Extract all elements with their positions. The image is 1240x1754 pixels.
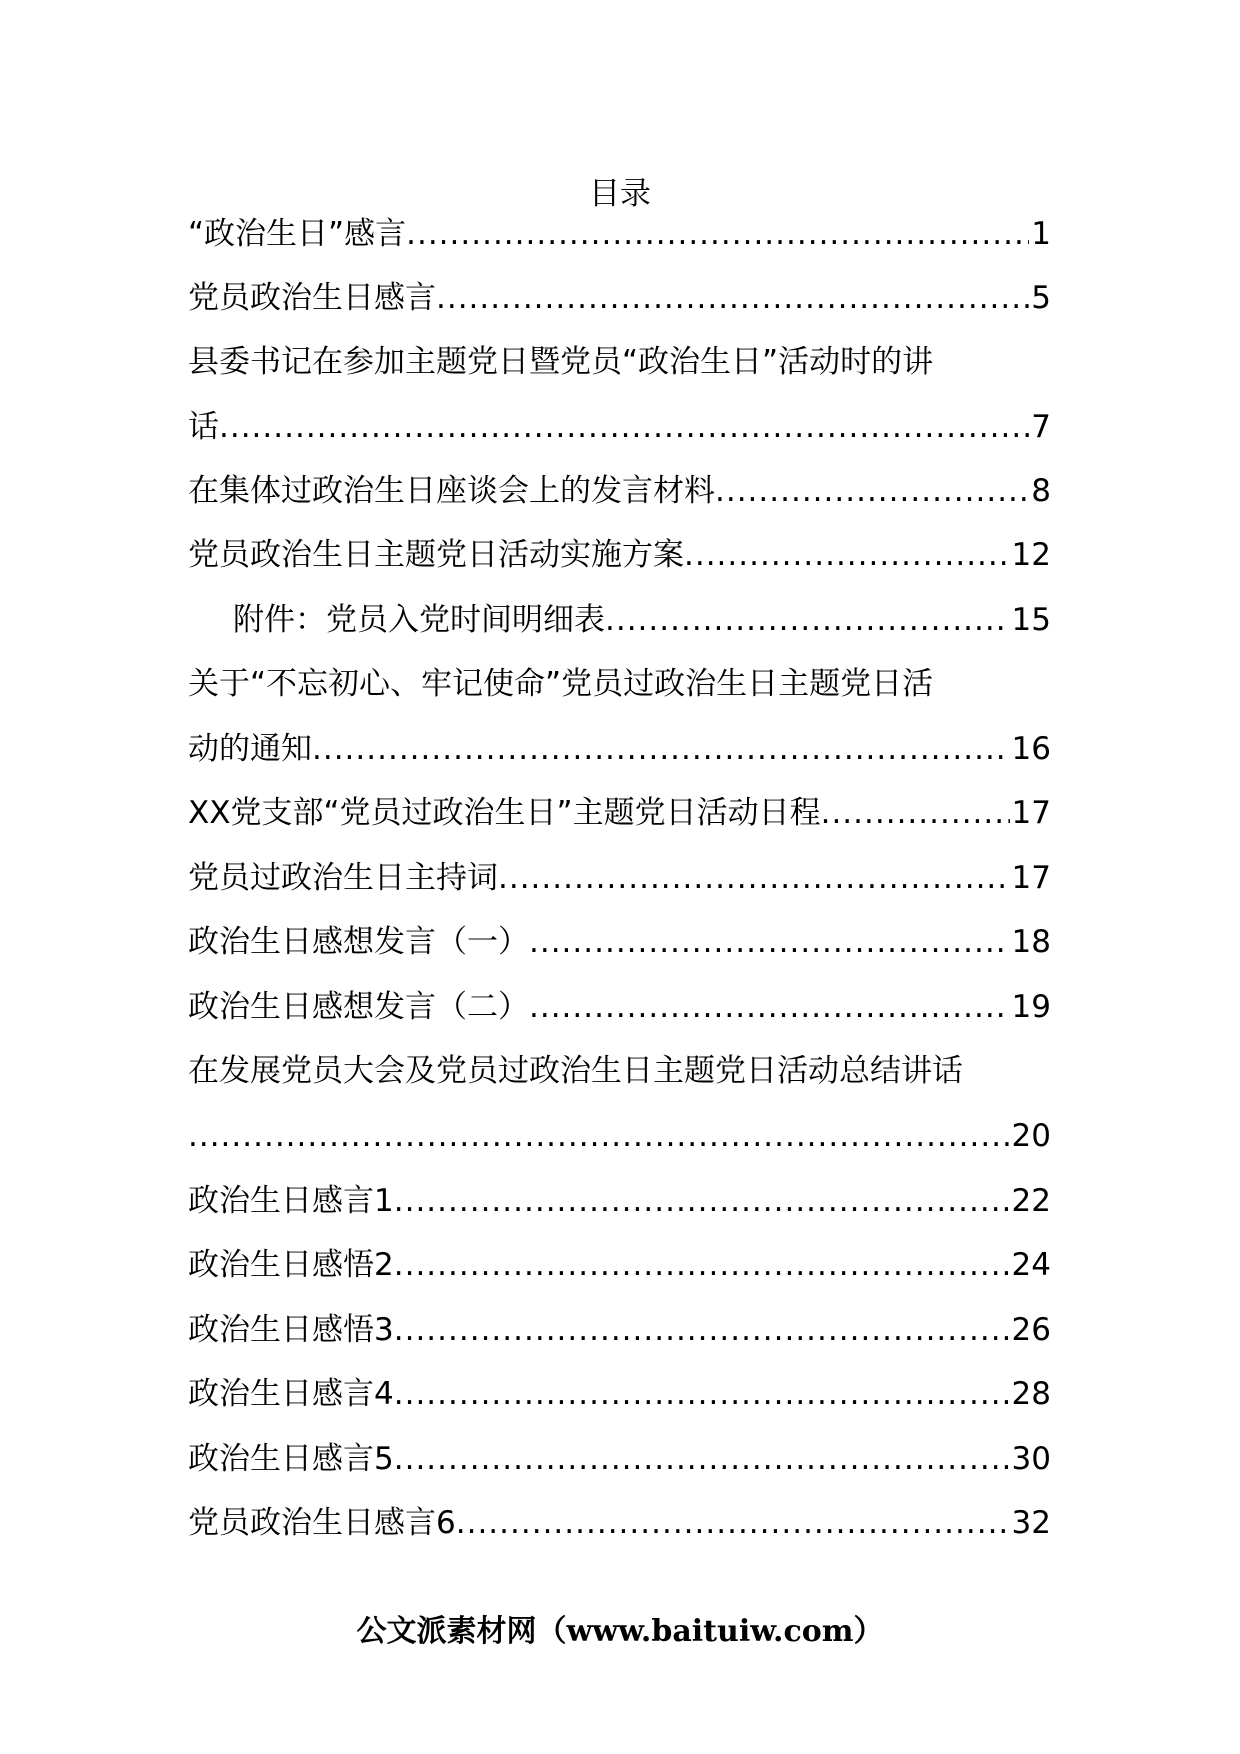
dot-leader [821,791,1010,835]
toc-entry-title: XX党支部“党员过政治生日”主题党日活动日程 [188,795,821,831]
dot-leader [498,856,1010,900]
toc-entry-sub[interactable] [233,598,1051,663]
dot-leader [394,1372,1010,1416]
toc-entry-title: 政治生日感想发言（二） [188,989,529,1025]
toc-page-number: 32 [1011,1505,1051,1541]
toc-entry-title: 政治生日感言5 [188,1441,394,1477]
dot-leader [456,1501,1010,1545]
toc-entry-title: 附件：党员入党时间明细表 [233,602,605,638]
toc-page-number: 12 [1011,537,1051,573]
toc-entry[interactable] [188,1501,1051,1566]
toc-entry-title: 党员过政治生日主持词 [188,860,498,896]
dot-leader [406,212,1029,256]
toc-page-number: 19 [1011,989,1051,1025]
dot-leader [684,533,1010,577]
toc-page-number: 26 [1011,1312,1051,1348]
toc-page-number: 15 [1011,602,1051,638]
toc-page-number: 5 [1031,280,1051,316]
dot-leader [394,1179,1010,1223]
toc-entry[interactable] [188,791,1051,856]
toc-page-number: 17 [1011,860,1051,896]
dot-leader [394,1437,1010,1481]
toc-entry[interactable] [188,856,1051,921]
toc-entry-title: 在集体过政治生日座谈会上的发言材料 [188,473,715,509]
dot-leader [394,1308,1010,1352]
toc-entry[interactable] [188,1049,1051,1179]
toc-page-number: 24 [1011,1247,1051,1283]
toc-entry-title: 政治生日感悟2 [188,1247,394,1283]
dot-leader [219,405,1029,449]
footer-watermark: 公文派素材网（www.baituiw.com） [356,1614,884,1649]
toc-entry-title: 动的通知 [188,731,312,767]
dot-leader [188,1114,1010,1158]
toc-entry-title-line1: 关于“不忘初心、牢记使命”党员过政治生日主题党日活 [188,666,934,702]
toc-entry[interactable] [188,533,1051,598]
toc-entry[interactable] [188,340,1051,470]
dot-leader [605,598,1010,642]
toc-entry-title: 政治生日感言1 [188,1183,394,1219]
toc-entry[interactable] [188,469,1051,534]
toc-entry[interactable] [188,662,1051,792]
toc-entry-title: 政治生日感悟3 [188,1312,394,1348]
toc-entry-title-line1: 在发展党员大会及党员过政治生日主题党日活动总结讲话 [188,1053,963,1089]
toc-entry[interactable] [188,1179,1051,1244]
toc-entry[interactable] [188,212,1051,277]
toc-entry[interactable] [188,1308,1051,1373]
dot-leader [436,276,1029,320]
toc-entry[interactable] [188,985,1051,1050]
dot-leader [715,469,1029,513]
toc-page-number: 22 [1011,1183,1051,1219]
toc-entry[interactable] [188,1437,1051,1502]
dot-leader [529,985,1010,1029]
toc-page-number: 17 [1011,795,1051,831]
toc-entry-title: 党员政治生日感言6 [188,1505,456,1541]
dot-leader [529,920,1010,964]
toc-page-number: 8 [1031,473,1051,509]
toc-page-number: 7 [1031,409,1051,445]
toc-page-number: 28 [1011,1376,1051,1412]
dot-leader [312,727,1010,771]
toc-entry-title: “政治生日”感言 [188,216,407,252]
toc-entry[interactable] [188,1243,1051,1308]
toc-page-number: 18 [1011,924,1051,960]
toc-page-number: 20 [1011,1118,1051,1154]
toc-entry[interactable] [188,920,1051,985]
toc-entry-title-line1: 县委书记在参加主题党日暨党员“政治生日”活动时的讲 [188,344,934,380]
toc-page-number: 16 [1011,731,1051,767]
toc-entry[interactable] [188,1372,1051,1437]
toc-entry-title: 政治生日感言4 [188,1376,394,1412]
toc-entry-title: 党员政治生日主题党日活动实施方案 [188,537,684,573]
toc-entry-title: 政治生日感想发言（一） [188,924,529,960]
toc-entry-title: 话 [188,409,219,445]
toc-heading: 目录 [589,176,651,212]
dot-leader [394,1243,1010,1287]
toc-entry[interactable] [188,276,1051,341]
toc-page-number: 30 [1011,1441,1051,1477]
toc-entry-title: 党员政治生日感言 [188,280,436,316]
toc-page-number: 1 [1031,216,1051,252]
